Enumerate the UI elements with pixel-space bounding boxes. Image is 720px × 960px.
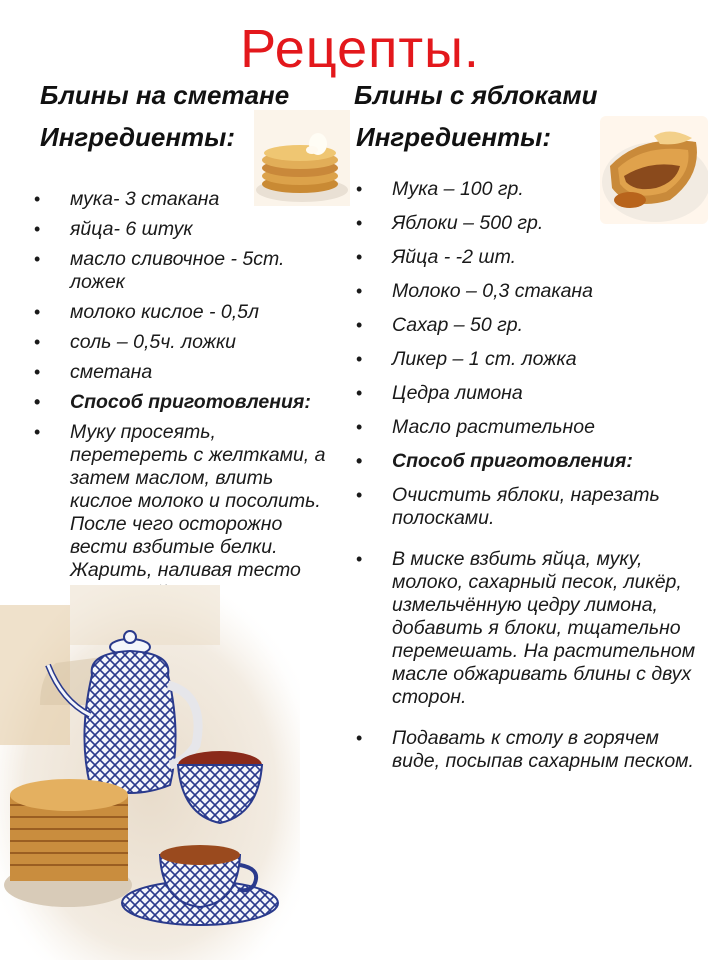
tea-set-photo [0, 585, 300, 960]
page-title: Рецепты. [240, 19, 480, 79]
list-item-text: мука- 3 стакана [70, 188, 220, 210]
bullet-icon: • [356, 213, 363, 233]
list-item [356, 246, 706, 269]
list-item [356, 348, 706, 371]
bullet-icon: • [356, 315, 363, 335]
list-item [34, 248, 334, 294]
list-item [34, 188, 334, 211]
list-item [34, 421, 334, 605]
list-item [34, 218, 334, 241]
method-heading [34, 391, 334, 414]
list-item [356, 484, 706, 530]
right-recipe-name: Блины с яблоками [354, 80, 598, 110]
right-recipe-list [356, 178, 706, 791]
list-item-text: Молоко – 0,3 стакана [392, 280, 594, 302]
list-item-text: Цедра лимона [392, 382, 523, 404]
bullet-icon: • [34, 332, 41, 352]
list-item-text: Яблоки – 500 гр. [392, 212, 544, 234]
list-item-text: Мука – 100 гр. [392, 178, 524, 200]
list-item-text: масло сливочное - 5ст. ложек [70, 248, 285, 293]
bullet-icon: • [34, 392, 41, 412]
list-item-text: Ликер – 1 ст. ложка [392, 348, 577, 370]
left-ingredients-heading: Ингредиенты: [40, 122, 236, 152]
left-recipe-name: Блины на сметане [40, 80, 290, 110]
bullet-icon: • [34, 219, 41, 239]
list-item-text: сметана [70, 361, 153, 383]
bullet-icon: • [356, 349, 363, 369]
bullet-icon: • [356, 281, 363, 301]
list-item [356, 314, 706, 337]
list-item [356, 178, 706, 201]
method-heading [356, 450, 706, 473]
list-item [34, 361, 334, 384]
list-item-text: Масло растительное [392, 416, 595, 438]
bullet-icon: • [356, 247, 363, 267]
bullet-icon: • [356, 549, 363, 569]
list-item-text: молоко кислое - 0,5л [70, 301, 260, 323]
list-item-text: Сахар – 50 гр. [392, 314, 524, 336]
list-item [356, 548, 706, 709]
list-item-text: Очистить яблоки, нарезать полосками. [392, 484, 660, 529]
bullet-icon: • [34, 302, 41, 322]
bullet-icon: • [34, 189, 41, 209]
list-item-text: В миске взбить яйца, муку, молоко, сахарный песок, ликёр, измельчённую цедру лимона, добавить я блоки, тщательно перемешать. На растительном масле обжаривать блины с двух сторон. [392, 548, 696, 708]
bullet-icon: • [356, 417, 363, 437]
list-item-text: Подавать к столу в горячем виде, посыпав сахарным песком. [392, 727, 694, 772]
bullet-icon: • [356, 179, 363, 199]
list-item [356, 280, 706, 303]
bullet-icon: • [356, 728, 363, 748]
left-recipe-list [34, 188, 334, 612]
list-item [34, 331, 334, 354]
list-item [356, 212, 706, 235]
list-item-text: яйца- 6 штук [70, 218, 193, 240]
bullet-icon: • [356, 383, 363, 403]
list-item [356, 727, 706, 773]
list-item-text: Муку просеять, перетереть с желтками, а затем маслом, влить кислое молоко и посолить. После чего осторожно вести взбитые белки. Жарить, наливая тесто [70, 421, 326, 581]
list-item [356, 416, 706, 439]
list-item-text: соль – 0,5ч. ложки [70, 331, 237, 353]
bullet-icon: • [34, 362, 41, 382]
bullet-icon: • [34, 422, 41, 442]
list-item-text: Способ приготовления: [70, 391, 311, 413]
list-item [356, 382, 706, 405]
list-item [34, 301, 334, 324]
list-item-text: Яйца - -2 шт. [392, 246, 517, 268]
bullet-icon: • [34, 249, 41, 269]
list-item-text: Способ приготовления: [392, 450, 633, 472]
bullet-icon: • [356, 485, 363, 505]
bullet-icon: • [356, 451, 363, 471]
right-ingredients-heading: Ингредиенты: [356, 122, 552, 152]
